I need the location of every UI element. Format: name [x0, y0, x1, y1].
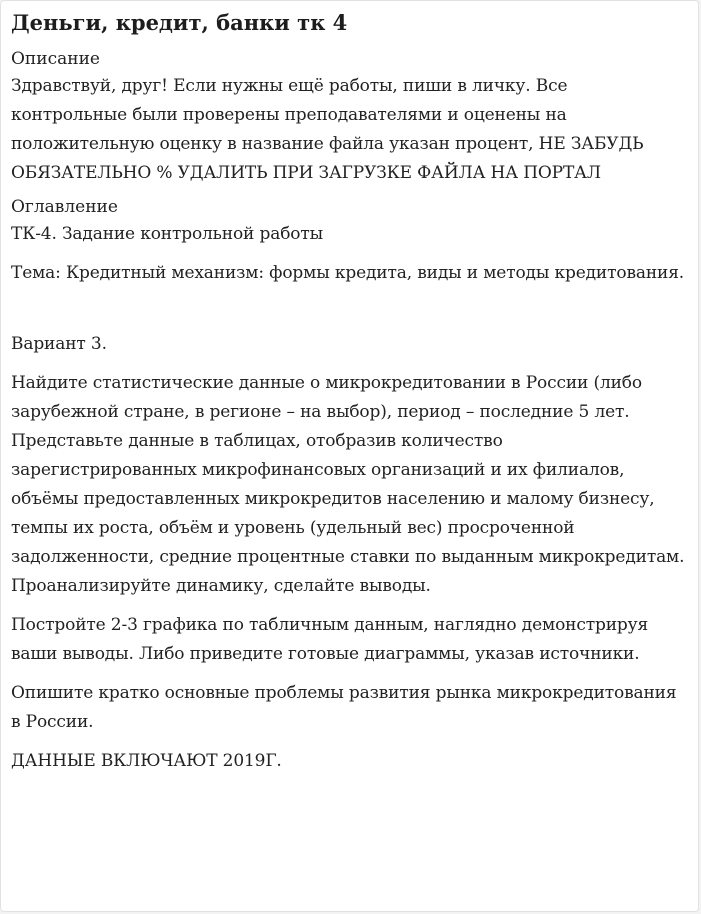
- contents-heading: ТК-4. Задание контрольной работы: [11, 224, 324, 244]
- page-title: Деньги, кредит, банки тк 4: [11, 10, 348, 35]
- contents-topic: Тема: Кредитный механизм: формы кредита, виды и методы кредитования.: [11, 263, 685, 283]
- description-section: [11, 47, 688, 188]
- description-text: Здравствуй, друг! Если нужны ещё работы, пиши в личку. Все контрольные были проверены преподавателями и оценены на положительную оценку в название файла указан процент, НЕ ЗАБУДЬ ОБЯЗАТЕЛЬНО % УДАЛИТЬ ПРИ ЗАГРУЗКЕ ФАЙЛА НА ПОРТАЛ: [11, 76, 644, 183]
- description-label: Описание: [11, 49, 100, 69]
- contents-section: [11, 195, 688, 776]
- contents-label: Оглавление: [11, 197, 118, 217]
- contents-note: ДАННЫЕ ВКЛЮЧАЮТ 2019Г.: [11, 751, 282, 771]
- contents-task-3: Опишите кратко основные проблемы развития рынка микрокредитования в России.: [11, 683, 677, 732]
- contents-task-1: Найдите статистические данные о микрокредитовании в России (либо зарубежной стране, в регионе – на выбор), период – последние 5 лет. Представьте данные в таблицах, отобразив количество зарегистрированных микрофинансовых организаций и их филиалов, объёмы предоставленных микрокредитов населению и малому бизнесу, темпы их роста, объём и уровень (удельный вес) просроченной задолженности, средние процентные ставки по выданным микрокредитам. Проанализируйте динамику, сделайте выводы.: [11, 373, 685, 596]
- contents-variant: Вариант 3.: [11, 334, 107, 354]
- contents-task-2: Постройте 2-3 графика по табличным данным, наглядно демонстрируя ваши выводы. Либо приведите готовые диаграммы, указав источники.: [11, 615, 649, 664]
